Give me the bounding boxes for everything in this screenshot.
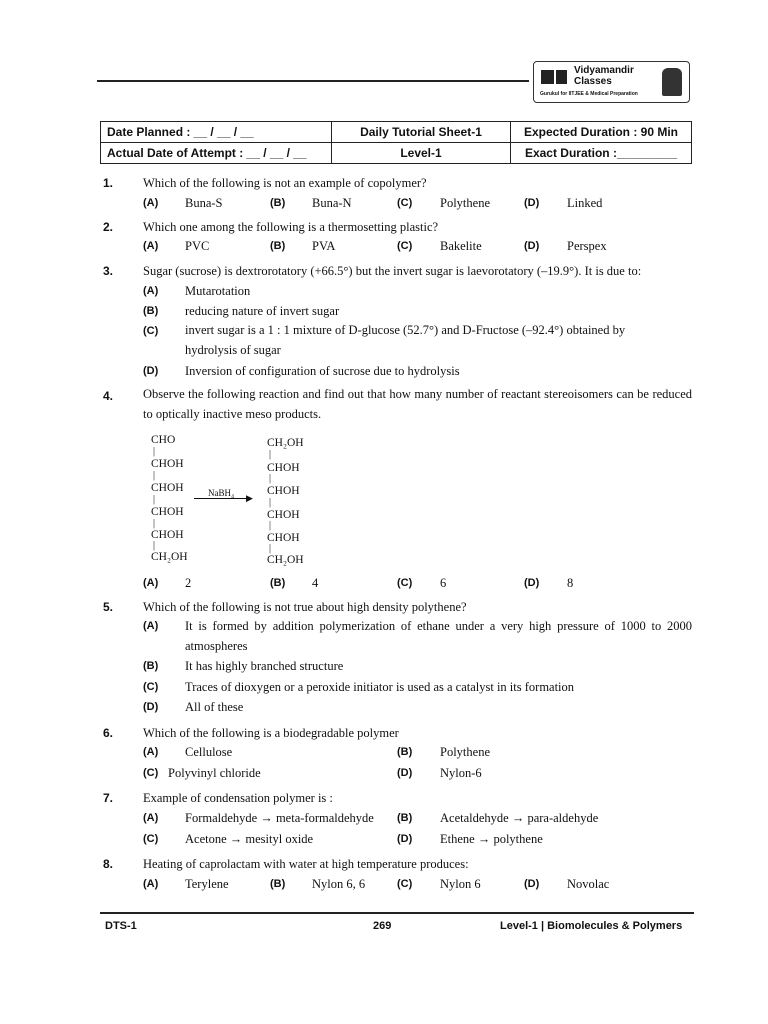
product-group: CH₂OH bbox=[267, 437, 304, 449]
option-label: (C) bbox=[397, 240, 413, 252]
option-label: (B) bbox=[143, 660, 159, 672]
option-label: (C) bbox=[143, 325, 159, 337]
exact-duration: Exact Duration :_________ bbox=[511, 143, 692, 164]
option-label: (C) bbox=[143, 833, 159, 845]
option-label: (A) bbox=[143, 577, 159, 589]
option-text: Buna-N bbox=[312, 196, 352, 210]
question-number: 8. bbox=[103, 857, 114, 871]
option-label: (A) bbox=[143, 878, 159, 890]
option-text: PVA bbox=[312, 239, 336, 253]
bond-line: | bbox=[153, 518, 156, 529]
bond-line: | bbox=[269, 543, 272, 554]
option-text: Novolac bbox=[567, 877, 610, 891]
question-text: Example of condensation polymer is : bbox=[143, 791, 333, 805]
question-number: 4. bbox=[103, 389, 114, 403]
option-label: (A) bbox=[143, 285, 159, 297]
option-text: PVC bbox=[185, 239, 210, 253]
reactant-group: CHOH bbox=[151, 482, 184, 494]
question-number: 6. bbox=[103, 726, 114, 740]
option-text: Acetone → mesityl oxide bbox=[185, 832, 314, 846]
option-label: (C) bbox=[397, 878, 413, 890]
footer-topic: Level-1 | Biomolecules & Polymers bbox=[500, 920, 683, 932]
question-text: Heating of caprolactam with water at high temperature produces: bbox=[143, 857, 469, 871]
header-rule bbox=[97, 80, 529, 82]
actual-date: Actual Date of Attempt : __ / __ / __ bbox=[101, 143, 332, 164]
option-label: (B) bbox=[143, 305, 159, 317]
question-number: 7. bbox=[103, 791, 114, 805]
option-label: (D) bbox=[524, 878, 540, 890]
question-text: Sugar (sucrose) is dextrorotatory (+66.5°) but the invert sugar is laevorotatory (–19.9°). It is due to: bbox=[143, 264, 642, 278]
bond-line: | bbox=[269, 520, 272, 531]
question-number: 1. bbox=[103, 176, 114, 190]
brand-tagline: Gurukul for IITJEE & Medical Preparation bbox=[540, 91, 638, 97]
option-text: Buna-S bbox=[185, 196, 223, 210]
option-label: (B) bbox=[397, 812, 413, 824]
reactant-group: CHOH bbox=[151, 529, 184, 541]
logo-mark-icon bbox=[541, 70, 554, 84]
question-text: Which of the following is not true about high density polythene? bbox=[143, 600, 467, 614]
option-text: Mutarotation bbox=[185, 284, 251, 298]
option-text: 8 bbox=[567, 576, 574, 590]
product-group: CHOH bbox=[267, 532, 300, 544]
option-label: (B) bbox=[270, 240, 286, 252]
option-text: Formaldehyde → meta-formaldehyde bbox=[185, 811, 374, 825]
product-group: CHOH bbox=[267, 485, 300, 497]
level: Level-1 bbox=[332, 143, 511, 164]
question-text: Which of the following is a biodegradable polymer bbox=[143, 726, 399, 740]
question-text: Observe the following reaction and find out that how many number of reactant stereoisomers can be reduced to optically inactive meso products. bbox=[143, 387, 692, 421]
question-text: Which one among the following is a thermosetting plastic? bbox=[143, 220, 439, 234]
option-label: (A) bbox=[143, 240, 159, 252]
option-text: Perspex bbox=[567, 239, 607, 253]
bond-line: | bbox=[269, 473, 272, 484]
option-label: (D) bbox=[143, 701, 159, 713]
option-text: Terylene bbox=[185, 877, 229, 891]
option-label: (C) bbox=[143, 767, 159, 779]
reagent-label: NaBH₄ bbox=[208, 488, 235, 498]
reactant-group: CHOH bbox=[151, 458, 184, 470]
reader-figure-icon bbox=[662, 68, 682, 96]
reactant-group: CHOH bbox=[151, 506, 184, 518]
option-label: (B) bbox=[397, 746, 413, 758]
bond-line: | bbox=[153, 446, 156, 457]
bond-line: | bbox=[153, 494, 156, 505]
option-label: (D) bbox=[524, 577, 540, 589]
product-group: CHOH bbox=[267, 462, 300, 474]
option-text: It has highly branched structure bbox=[185, 659, 344, 673]
bond-line: | bbox=[153, 540, 156, 551]
option-label: (B) bbox=[270, 197, 286, 209]
option-label: (C) bbox=[397, 197, 413, 209]
bond-line: | bbox=[269, 497, 272, 508]
option-label: (D) bbox=[397, 833, 413, 845]
bond-line: | bbox=[153, 470, 156, 481]
option-text: Polyvinyl chloride bbox=[168, 766, 261, 780]
option-label: (D) bbox=[524, 197, 540, 209]
question-number: 5. bbox=[103, 600, 114, 614]
logo-mark-icon bbox=[556, 70, 567, 84]
question-text: Which of the following is not an example of copolymer? bbox=[143, 176, 427, 190]
option-text: Nylon 6, 6 bbox=[312, 877, 366, 891]
product-group: CHOH bbox=[267, 509, 300, 521]
reaction-arrow bbox=[194, 498, 250, 499]
reactant-group: CHO bbox=[151, 434, 176, 446]
option-label: (A) bbox=[143, 620, 159, 632]
question-number: 2. bbox=[103, 220, 114, 234]
option-text: 4 bbox=[312, 576, 319, 590]
option-text: Nylon 6 bbox=[440, 877, 481, 891]
option-label: (A) bbox=[143, 197, 159, 209]
option-text: Bakelite bbox=[440, 239, 482, 253]
sheet-info-table bbox=[100, 121, 692, 164]
page-number: 269 bbox=[373, 920, 392, 932]
option-label: (C) bbox=[143, 681, 159, 693]
brand-name-line2: Classes bbox=[574, 76, 612, 87]
expected-duration: Expected Duration : 90 Min bbox=[511, 122, 692, 143]
option-text: invert sugar is a 1 : 1 mixture of D-glucose (52.7°) and D-Fructose (–92.4°) obtained by hydrolysis of sugar bbox=[185, 323, 626, 357]
option-text: Acetaldehyde → para-aldehyde bbox=[440, 811, 599, 825]
option-text: Polythene bbox=[440, 745, 490, 759]
arrow-head-icon: ▶ bbox=[246, 493, 253, 503]
option-text: 2 bbox=[185, 576, 192, 590]
footer-rule bbox=[100, 912, 694, 914]
option-label: (A) bbox=[143, 746, 159, 758]
date-planned: Date Planned : __ / __ / __ bbox=[101, 122, 332, 143]
option-label: (C) bbox=[397, 577, 413, 589]
option-text: It is formed by addition polymerization of ethane under a very high pressure of 1000 to 2000 atmospheres bbox=[185, 619, 692, 653]
footer-sheet-code: DTS-1 bbox=[105, 920, 137, 932]
option-text: Ethene → polythene bbox=[440, 832, 543, 846]
product-group: CH₂OH bbox=[267, 554, 304, 566]
option-label: (D) bbox=[397, 767, 413, 779]
option-text: 6 bbox=[440, 576, 447, 590]
option-text: reducing nature of invert sugar bbox=[185, 304, 340, 318]
option-text: Linked bbox=[567, 196, 603, 210]
option-text: Polythene bbox=[440, 196, 490, 210]
option-text: Traces of dioxygen or a peroxide initiator is used as a catalyst in its formation bbox=[185, 680, 575, 694]
brand-name: Vidyamandir bbox=[574, 65, 634, 76]
question-number: 3. bbox=[103, 264, 114, 278]
bond-line: | bbox=[269, 449, 272, 460]
option-label: (A) bbox=[143, 812, 159, 824]
option-label: (B) bbox=[270, 878, 286, 890]
option-text: Cellulose bbox=[185, 745, 233, 759]
option-label: (D) bbox=[143, 365, 159, 377]
option-label: (B) bbox=[270, 577, 286, 589]
option-text: Inversion of configuration of sucrose due to hydrolysis bbox=[185, 364, 460, 378]
brand-logo bbox=[533, 61, 690, 103]
option-text: All of these bbox=[185, 700, 244, 714]
option-label: (D) bbox=[524, 240, 540, 252]
option-text: Nylon-6 bbox=[440, 766, 482, 780]
reactant-group: CH₂OH bbox=[151, 551, 188, 563]
sheet-title: Daily Tutorial Sheet-1 bbox=[332, 122, 511, 143]
